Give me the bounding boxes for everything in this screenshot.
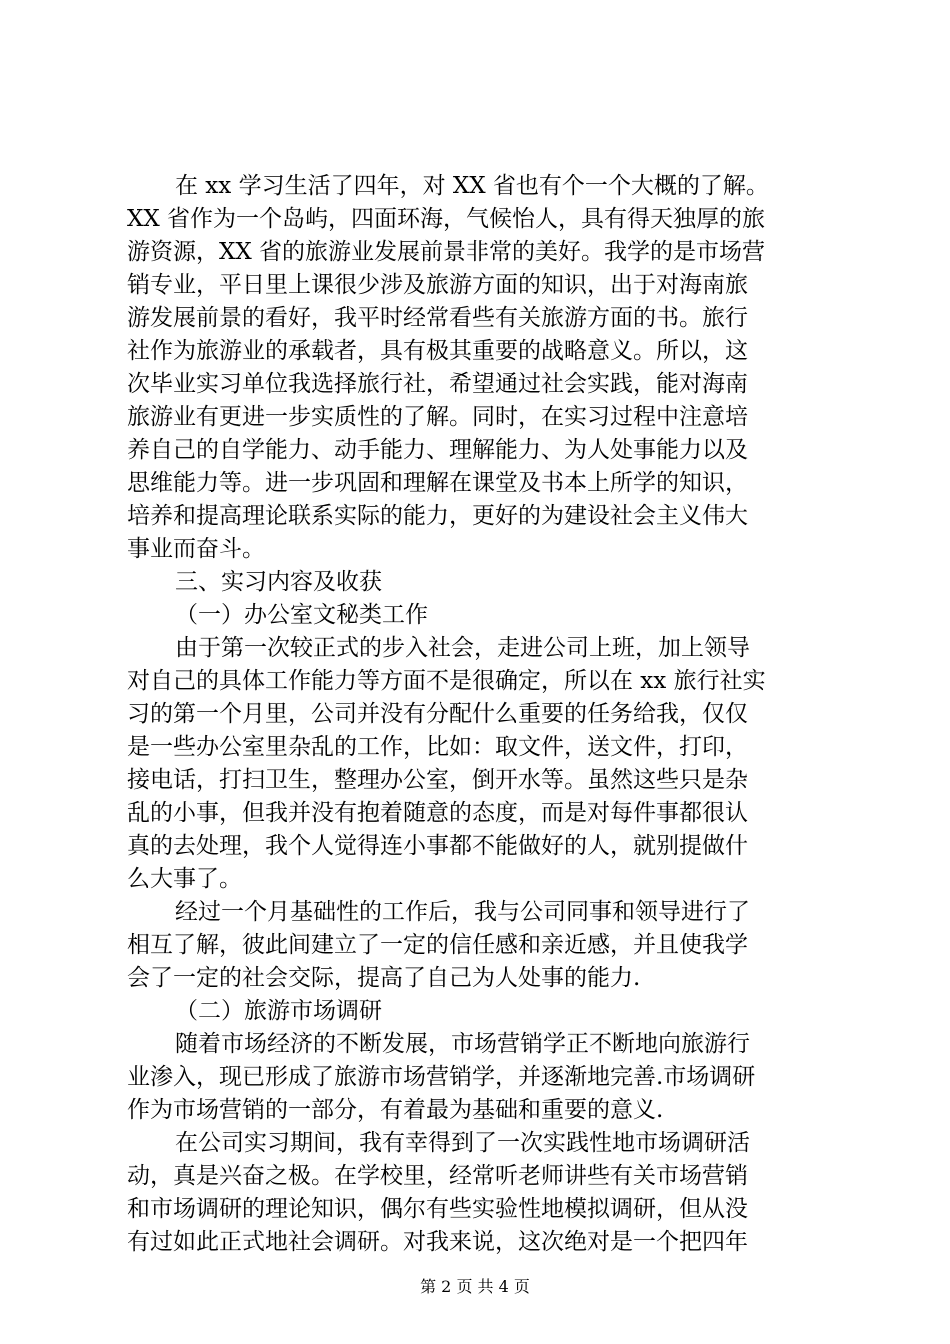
subsection-heading: （二）旅游市场调研 xyxy=(175,998,382,1024)
text-line: 由于第一次较正式的步入社会，走进公司上班，加上领导 xyxy=(175,635,750,661)
text-line: XX 省作为一个岛屿，四面环海，气候怡人，具有得天独厚的旅 xyxy=(127,206,766,232)
text-line: 次毕业实习单位我选择旅行社，希望通过社会实践，能对海南 xyxy=(127,371,748,397)
text-line: 社作为旅游业的承载者，具有极其重要的战略意义。所以，这 xyxy=(127,338,748,364)
text-line: 相互了解，彼此间建立了一定的信任感和亲近感，并且使我学 xyxy=(127,932,748,958)
page-footer: 第 2 页 共 4 页 xyxy=(420,1277,530,1296)
text-line: 在公司实习期间，我有幸得到了一次实践性地市场调研活 xyxy=(175,1130,750,1156)
text-line: 动，真是兴奋之极。在学校里，经常听老师讲些有关市场营销 xyxy=(127,1163,748,1189)
text-line: 销专业，平日里上课很少涉及旅游方面的知识，出于对海南旅 xyxy=(127,272,748,298)
text-line: 在 xx 学习生活了四年，对 XX 省也有个一个大概的了解。 xyxy=(175,173,769,199)
section-heading: 三、实习内容及收获 xyxy=(175,569,382,595)
text-line: 培养和提高理论联系实际的能力，更好的为建设社会主义伟大 xyxy=(127,503,748,529)
text-line: 习的第一个月里，公司并没有分配什么重要的任务给我，仅仅 xyxy=(127,701,748,727)
text-line: 对自己的具体工作能力等方面不是很确定，所以在 xx 旅行社实 xyxy=(127,668,766,694)
subsection-heading: （一）办公室文秘类工作 xyxy=(175,602,428,628)
text-line: 养自己的自学能力、动手能力、理解能力、为人处事能力以及 xyxy=(127,437,748,463)
text-line: 旅游业有更进一步实质性的了解。同时，在实习过程中注意培 xyxy=(127,404,748,430)
text-line: 和市场调研的理论知识，偶尔有些实验性地模拟调研，但从没 xyxy=(127,1196,748,1222)
text-line: 会了一定的社会交际，提高了自己为人处事的能力. xyxy=(127,965,641,991)
text-line: 是一些办公室里杂乱的工作，比如：取文件，送文件，打印， xyxy=(127,734,748,760)
text-line: 业渗入，现已形成了旅游市场营销学，并逐渐地完善.市场调研 xyxy=(127,1064,756,1090)
text-line: 随着市场经济的不断发展，市场营销学正不断地向旅游行 xyxy=(175,1031,750,1057)
text-line: 有过如此正式地社会调研。对我来说，这次绝对是一个把四年 xyxy=(127,1229,748,1255)
text-line: 么大事了。 xyxy=(127,866,242,892)
text-line: 游资源，XX 省的旅游业发展前景非常的美好。我学的是市场营 xyxy=(127,239,766,265)
text-line: 思维能力等。进一步巩固和理解在课堂及书本上所学的知识， xyxy=(127,470,748,496)
text-line: 经过一个月基础性的工作后，我与公司同事和领导进行了 xyxy=(175,899,750,925)
text-line: 接电话，打扫卫生，整理办公室，倒开水等。虽然这些只是杂 xyxy=(127,767,748,793)
text-line: 游发展前景的看好，我平时经常看些有关旅游方面的书。旅行 xyxy=(127,305,748,331)
text-line: 乱的小事，但我并没有抱着随意的态度，而是对每件事都很认 xyxy=(127,800,748,826)
text-line: 事业而奋斗。 xyxy=(127,536,265,562)
text-line: 真的去处理，我个人觉得连小事都不能做好的人，就别提做什 xyxy=(127,833,748,859)
text-line: 作为市场营销的一部分，有着最为基础和重要的意义. xyxy=(127,1097,664,1123)
